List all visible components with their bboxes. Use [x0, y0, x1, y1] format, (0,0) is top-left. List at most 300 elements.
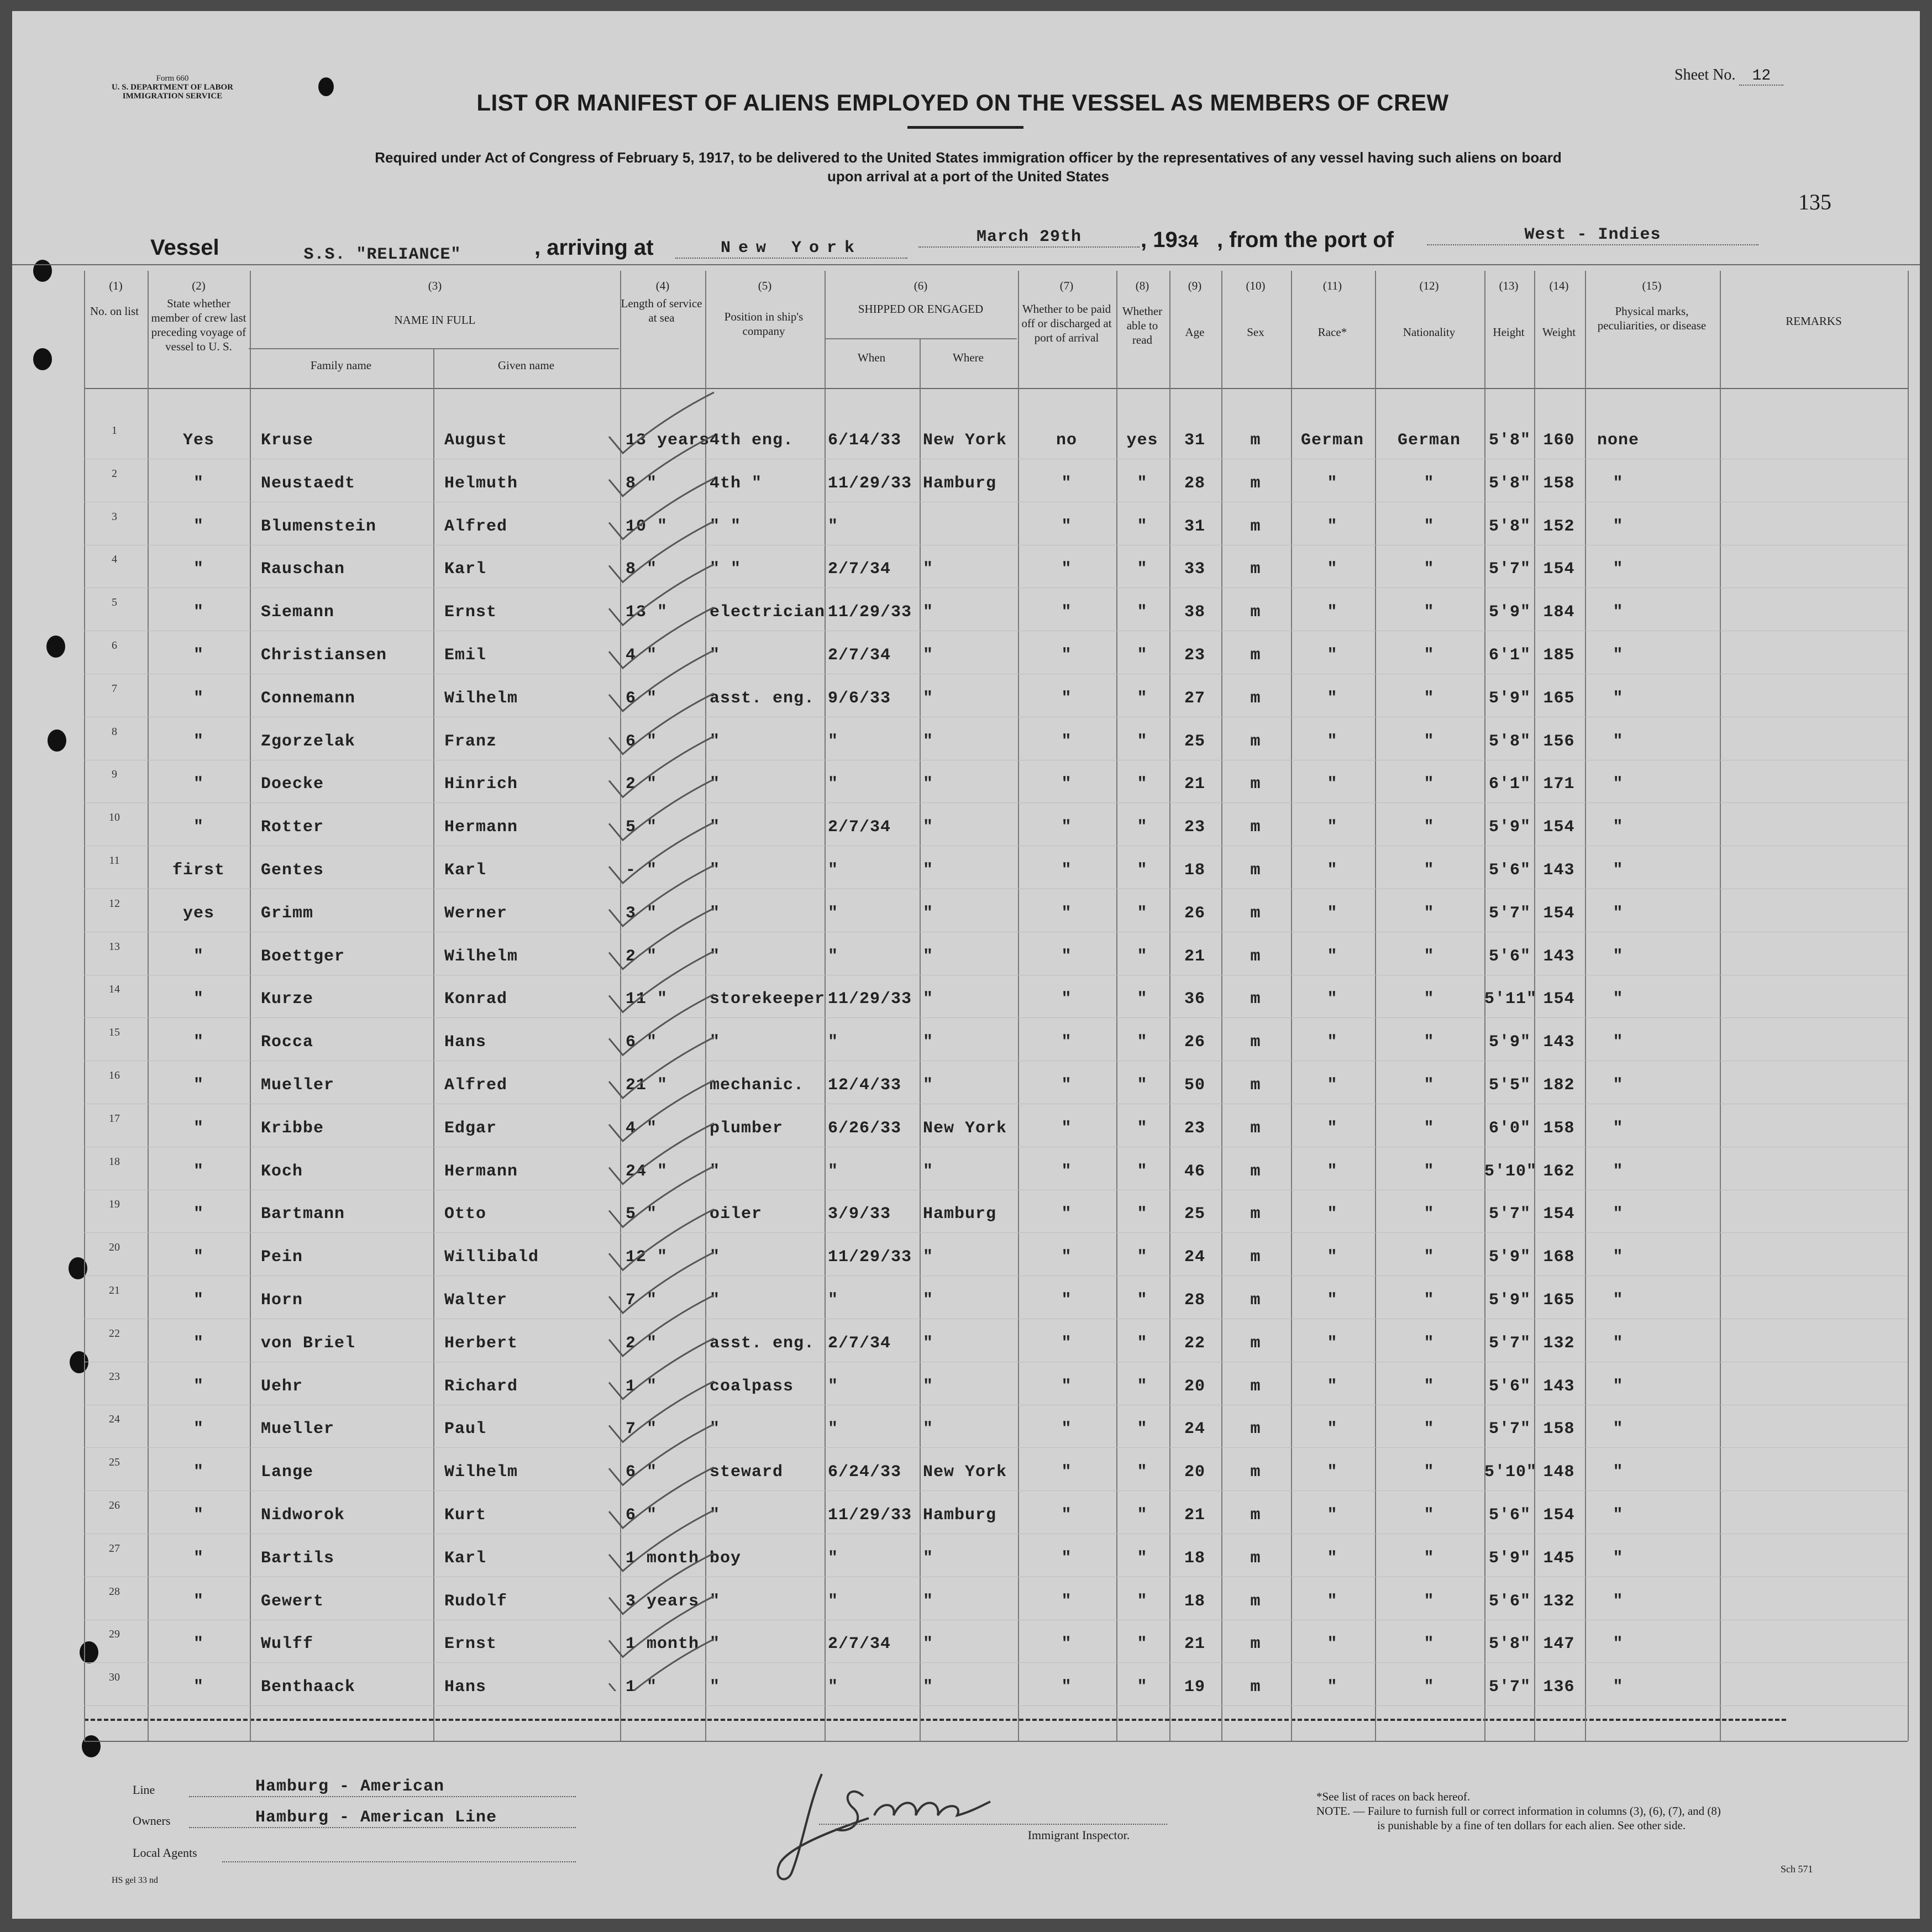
punch-hole — [48, 729, 66, 752]
arrival-year: , 1934 — [1141, 228, 1199, 253]
cell-race: " — [1327, 1377, 1338, 1396]
cell-where: Hamburg — [923, 1205, 997, 1224]
cell-read: " — [1137, 732, 1148, 751]
cell-crew: " — [193, 1291, 204, 1310]
cell-nat: " — [1424, 1076, 1435, 1095]
header-crew-state: State whether member of crew last preceding voyage of vessel to U. S. — [151, 297, 246, 353]
header-bottom-border — [84, 388, 1908, 389]
cell-length: 4 " — [626, 1119, 658, 1138]
cell-marks: " — [1613, 732, 1624, 751]
cell-when: 2/7/34 — [828, 646, 891, 665]
cell-age: 25 — [1184, 732, 1205, 751]
cell-race: " — [1327, 1549, 1338, 1568]
cell-race: " — [1327, 1463, 1338, 1482]
cell-nat: " — [1424, 1119, 1435, 1138]
cell-length: 8 " — [626, 560, 658, 579]
cell-when: 2/7/34 — [828, 818, 891, 837]
cell-family: Bartmann — [261, 1205, 345, 1224]
cell-height: 6'1" — [1488, 646, 1531, 665]
cell-no: 15 — [109, 1026, 120, 1038]
cell-position: storekeeper — [710, 990, 826, 1009]
header-given-name: Given name — [497, 359, 555, 372]
cell-marks: " — [1613, 904, 1624, 923]
cell-height: 5'9" — [1488, 818, 1531, 837]
table-bottom-border — [84, 1741, 1908, 1742]
column-divider — [84, 271, 85, 1741]
cell-sex: m — [1250, 1377, 1261, 1396]
cell-weight: 158 — [1543, 474, 1575, 493]
cell-sex: m — [1250, 1291, 1261, 1310]
cell-crew: " — [193, 1420, 204, 1439]
cell-height: 5'6" — [1488, 1506, 1531, 1525]
cell-nat: " — [1424, 1506, 1435, 1525]
cell-nat: " — [1424, 775, 1435, 794]
cell-nat: " — [1424, 1291, 1435, 1310]
cell-sex: m — [1250, 947, 1261, 966]
header-physical-marks: Physical marks, peculiarities, or disease — [1597, 305, 1707, 332]
from-port-label: , from the port of — [1217, 228, 1394, 252]
cell-when: " — [828, 1162, 839, 1181]
cell-paid: " — [1061, 732, 1072, 751]
cell-marks: " — [1613, 990, 1624, 1009]
cell-height: 5'7" — [1488, 1678, 1531, 1697]
row-rule — [84, 1275, 1908, 1276]
cell-given: Wilhelm — [444, 947, 518, 966]
cell-height: 5'8" — [1488, 474, 1531, 493]
cell-paid: " — [1061, 1334, 1072, 1353]
cell-race: " — [1327, 904, 1338, 923]
cell-race: " — [1327, 861, 1338, 880]
cell-position: " — [710, 818, 721, 837]
cell-given: Franz — [444, 732, 497, 751]
header-paid-off: Whether to be paid off or discharged at port of arrival — [1021, 302, 1112, 344]
cell-race: " — [1327, 1506, 1338, 1525]
cell-no: 5 — [112, 596, 117, 608]
cell-given: Karl — [444, 1549, 487, 1568]
cell-race: " — [1327, 1162, 1338, 1181]
vessel-label: Vessel — [150, 235, 219, 260]
cell-family: Kribbe — [261, 1119, 324, 1138]
cell-weight: 171 — [1543, 775, 1575, 794]
cell-race: " — [1327, 1420, 1338, 1439]
cell-where: " — [923, 1334, 934, 1353]
cell-weight: 154 — [1543, 1205, 1575, 1224]
cell-position: asst. eng. — [710, 689, 815, 708]
cell-read: " — [1137, 947, 1148, 966]
cell-read: " — [1137, 1377, 1148, 1396]
cell-race: " — [1327, 689, 1338, 708]
column-number: (9) — [1188, 279, 1202, 292]
header-age: Age — [1185, 326, 1205, 339]
column-number: (11) — [1322, 279, 1342, 292]
cell-age: 36 — [1184, 990, 1205, 1009]
sheet-number: 12 — [1739, 67, 1783, 86]
cell-when: " — [828, 1592, 839, 1611]
cell-when: 11/29/33 — [828, 474, 912, 493]
cell-position: asst. eng. — [710, 1334, 815, 1353]
cell-where: " — [923, 1678, 934, 1697]
cell-length: 2 " — [626, 775, 658, 794]
cell-read: " — [1137, 818, 1148, 837]
cell-length: 12 " — [626, 1248, 668, 1267]
cell-read: " — [1137, 560, 1148, 579]
cell-when: 9/6/33 — [828, 689, 891, 708]
cell-sex: m — [1250, 517, 1261, 536]
header-race: Race* — [1317, 326, 1347, 339]
cell-read: " — [1137, 603, 1148, 622]
cell-race: " — [1327, 1678, 1338, 1697]
cell-no: 23 — [109, 1371, 120, 1383]
cell-given: Paul — [444, 1420, 487, 1439]
cell-weight: 154 — [1543, 1506, 1575, 1525]
cell-nat: " — [1424, 603, 1435, 622]
header-family-name: Family name — [310, 359, 372, 372]
cell-nat: " — [1424, 1549, 1435, 1568]
cell-weight: 154 — [1543, 904, 1575, 923]
cell-nat: " — [1424, 1033, 1435, 1052]
cell-weight: 165 — [1543, 1291, 1575, 1310]
cell-race: " — [1327, 1033, 1338, 1052]
cell-no: 20 — [109, 1241, 120, 1253]
cell-when: 2/7/34 — [828, 1334, 891, 1353]
cell-sex: m — [1250, 646, 1261, 665]
cell-given: August — [444, 431, 508, 450]
cell-paid: " — [1061, 560, 1072, 579]
cell-crew: " — [193, 990, 204, 1009]
cell-nat: " — [1424, 1635, 1435, 1653]
cell-race: " — [1327, 775, 1338, 794]
cell-crew: " — [193, 1592, 204, 1611]
cell-crew: " — [193, 1248, 204, 1267]
cell-paid: " — [1061, 1033, 1072, 1052]
cell-position: boy — [710, 1549, 742, 1568]
header-where: Where — [953, 351, 984, 364]
cell-age: 18 — [1184, 1549, 1205, 1568]
page-subtitle: Required under Act of Congress of February 5, 1917, to be delivered to the United States immigration officer by the representatives of any vessel having such aliens on board upon arrival at a port of the United States — [375, 149, 1562, 185]
cell-paid: " — [1061, 1549, 1072, 1568]
cell-no: 11 — [109, 854, 120, 867]
cell-no: 14 — [109, 983, 120, 995]
cell-given: Edgar — [444, 1119, 497, 1138]
cell-weight: 154 — [1543, 818, 1575, 837]
pencil-check-marks — [598, 365, 797, 1691]
cell-sex: m — [1250, 861, 1261, 880]
cell-length: 6 " — [626, 689, 658, 708]
cell-age: 27 — [1184, 689, 1205, 708]
header-weight: Weight — [1542, 326, 1576, 339]
cell-height: 6'0" — [1488, 1119, 1531, 1138]
cell-when: " — [828, 861, 839, 880]
cell-age: 21 — [1184, 947, 1205, 966]
cell-given: Ernst — [444, 1635, 497, 1653]
cell-age: 31 — [1184, 431, 1205, 450]
cell-sex: m — [1250, 1549, 1261, 1568]
cell-family: Christiansen — [261, 646, 387, 665]
cell-length: - " — [626, 861, 658, 880]
cell-given: Willibald — [444, 1248, 539, 1267]
cell-length: 5 " — [626, 1205, 658, 1224]
cell-age: 33 — [1184, 560, 1205, 579]
cell-family: Wulff — [261, 1635, 314, 1653]
cell-when: " — [828, 1033, 839, 1052]
cell-when: 6/26/33 — [828, 1119, 902, 1138]
cell-family: Horn — [261, 1291, 303, 1310]
column-number: (15) — [1642, 279, 1662, 292]
cell-when: 11/29/33 — [828, 603, 912, 622]
cell-height: 5'9" — [1488, 689, 1531, 708]
cell-given: Karl — [444, 560, 487, 579]
cell-given: Hinrich — [444, 775, 518, 794]
cell-crew: " — [193, 1076, 204, 1095]
cell-height: 5'6" — [1488, 1377, 1531, 1396]
cell-nat: " — [1424, 517, 1435, 536]
cell-height: 5'9" — [1488, 1248, 1531, 1267]
cell-family: Neustaedt — [261, 474, 356, 493]
cell-family: Koch — [261, 1162, 303, 1181]
cell-crew: " — [193, 1463, 204, 1482]
cell-read: " — [1137, 689, 1148, 708]
cell-sex: m — [1250, 732, 1261, 751]
column-number: (3) — [428, 279, 442, 292]
cell-weight: 162 — [1543, 1162, 1575, 1181]
cell-race: " — [1327, 1592, 1338, 1611]
cell-where: " — [923, 732, 934, 751]
line-value: Hamburg - American — [189, 1777, 576, 1797]
cell-when: 11/29/33 — [828, 1506, 912, 1525]
cell-position: " — [710, 775, 721, 794]
cell-crew: " — [193, 1119, 204, 1138]
cell-marks: " — [1613, 1420, 1624, 1439]
cell-weight: 143 — [1543, 1033, 1575, 1052]
cell-length: 6 " — [626, 1506, 658, 1525]
cell-crew: " — [193, 474, 204, 493]
cell-paid: " — [1061, 1248, 1072, 1267]
cell-height: 5'8" — [1488, 732, 1531, 751]
cell-when: " — [828, 1291, 839, 1310]
cell-sex: m — [1250, 1678, 1261, 1697]
cell-length: 3 " — [626, 904, 658, 923]
cell-race: " — [1327, 646, 1338, 665]
cell-age: 50 — [1184, 1076, 1205, 1095]
cell-paid: " — [1061, 689, 1072, 708]
cell-read: " — [1137, 474, 1148, 493]
row-rule — [84, 1232, 1908, 1233]
column-divider — [250, 271, 251, 1741]
column-number: (8) — [1135, 279, 1149, 292]
cell-nat: " — [1424, 1420, 1435, 1439]
cell-when: 11/29/33 — [828, 1248, 912, 1267]
column-divider — [1720, 271, 1721, 1741]
cell-no: 6 — [112, 639, 117, 652]
header-able-read: Whether able to read — [1122, 305, 1163, 347]
cell-age: 18 — [1184, 861, 1205, 880]
cell-weight: 158 — [1543, 1420, 1575, 1439]
cell-when: 6/24/33 — [828, 1463, 902, 1482]
cell-no: 25 — [109, 1456, 120, 1468]
form-number: Form 660 — [156, 74, 189, 83]
cell-length: 6 " — [626, 732, 658, 751]
cell-no: 19 — [109, 1198, 120, 1210]
cell-crew: " — [193, 517, 204, 536]
cell-sex: m — [1250, 818, 1261, 837]
cell-marks: " — [1613, 1635, 1624, 1653]
cell-given: Herbert — [444, 1334, 518, 1353]
cell-position: electrician — [710, 603, 826, 622]
header-position: Position in ship's company — [724, 310, 804, 338]
cell-race: " — [1327, 560, 1338, 579]
cell-where: " — [923, 1248, 934, 1267]
cell-height: 5'6" — [1488, 947, 1531, 966]
cell-nat: " — [1424, 1162, 1435, 1181]
cell-paid: " — [1061, 1076, 1072, 1095]
cell-where: " — [923, 603, 934, 622]
cell-position: mechanic. — [710, 1076, 805, 1095]
cell-marks: " — [1613, 1076, 1624, 1095]
cell-race: " — [1327, 474, 1338, 493]
cell-family: Lange — [261, 1463, 314, 1482]
cell-length: 10 " — [626, 517, 668, 536]
cell-weight: 143 — [1543, 947, 1575, 966]
cell-sex: m — [1250, 1248, 1261, 1267]
cell-crew: " — [193, 1033, 204, 1052]
column-number: (5) — [758, 279, 772, 292]
cell-length: 4 " — [626, 646, 658, 665]
schedule-code: Sch 571 — [1781, 1863, 1813, 1875]
page-number-stamp: 135 — [1798, 190, 1831, 214]
cell-crew: " — [193, 560, 204, 579]
cell-length: 6 " — [626, 1033, 658, 1052]
cell-marks: none — [1597, 431, 1639, 450]
form-notes: *See list of races on back hereof. NOTE. — Failure to furnish full or correct information in columns (3), (6), (7), and (8) is punishable by a fine of ten dollars for each alien. See other side. — [1316, 1790, 1721, 1832]
row-rule — [84, 1017, 1908, 1018]
cell-sex: m — [1250, 1334, 1261, 1353]
cell-where: " — [923, 1291, 934, 1310]
cell-length: 11 " — [626, 990, 668, 1009]
cell-age: 25 — [1184, 1205, 1205, 1224]
cell-read: " — [1137, 861, 1148, 880]
cell-position: " — [710, 1033, 721, 1052]
row-rule — [84, 1705, 1908, 1706]
cell-no: 12 — [109, 897, 120, 910]
cell-paid: " — [1061, 1377, 1072, 1396]
cell-sex: m — [1250, 904, 1261, 923]
cell-weight: 182 — [1543, 1076, 1575, 1095]
cell-family: Connemann — [261, 689, 356, 708]
cell-weight: 132 — [1543, 1592, 1575, 1611]
cell-race: German — [1300, 431, 1364, 450]
cell-marks: " — [1613, 603, 1624, 622]
cell-family: Rocca — [261, 1033, 314, 1052]
cell-sex: m — [1250, 431, 1261, 450]
cell-age: 31 — [1184, 517, 1205, 536]
cell-paid: no — [1056, 431, 1077, 450]
cell-crew: " — [193, 947, 204, 966]
cell-where: " — [923, 1033, 934, 1052]
page-title: LIST OR MANIFEST OF ALIENS EMPLOYED ON THE VESSEL AS MEMBERS OF CREW — [476, 90, 1449, 116]
cell-read: " — [1137, 1205, 1148, 1224]
cell-where: " — [923, 1162, 934, 1181]
cell-given: Alfred — [444, 1076, 508, 1095]
cell-read: " — [1137, 517, 1148, 536]
cell-family: Uehr — [261, 1377, 303, 1396]
cell-where: " — [923, 1635, 934, 1653]
local-agents-label: Local Agents — [133, 1846, 197, 1860]
owners-label: Owners — [133, 1814, 171, 1828]
cell-age: 21 — [1184, 1635, 1205, 1653]
cell-marks: " — [1613, 1119, 1624, 1138]
cell-marks: " — [1613, 1033, 1624, 1052]
cell-position: 4th " — [710, 474, 763, 493]
cell-paid: " — [1061, 646, 1072, 665]
cell-no: 30 — [109, 1671, 120, 1683]
cell-position: " — [710, 904, 721, 923]
cell-when: " — [828, 1420, 839, 1439]
cell-position: " — [710, 861, 721, 880]
cell-nat: " — [1424, 947, 1435, 966]
cell-no: 28 — [109, 1586, 120, 1598]
cell-family: Bartils — [261, 1549, 335, 1568]
cell-no: 4 — [112, 553, 117, 565]
cell-when: " — [828, 1678, 839, 1697]
cell-weight: 145 — [1543, 1549, 1575, 1568]
cell-paid: " — [1061, 1678, 1072, 1697]
cell-when: " — [828, 1549, 839, 1568]
cell-family: Kruse — [261, 431, 314, 450]
cell-where: " — [923, 646, 934, 665]
cell-crew: " — [193, 1506, 204, 1525]
cell-read: " — [1137, 1420, 1148, 1439]
cell-race: " — [1327, 818, 1338, 837]
cell-sex: m — [1250, 1119, 1261, 1138]
cell-length: 1 " — [626, 1678, 658, 1697]
cell-crew: " — [193, 1549, 204, 1568]
cell-crew: " — [193, 1678, 204, 1697]
cell-sex: m — [1250, 775, 1261, 794]
cell-marks: " — [1613, 1334, 1624, 1353]
cell-where: " — [923, 1377, 934, 1396]
cell-family: Pein — [261, 1248, 303, 1267]
cell-where: " — [923, 560, 934, 579]
cell-race: " — [1327, 1119, 1338, 1138]
cell-race: " — [1327, 732, 1338, 751]
cell-sex: m — [1250, 1463, 1261, 1482]
cell-race: " — [1327, 1334, 1338, 1353]
cell-race: " — [1327, 603, 1338, 622]
owners-value: Hamburg - American Line — [189, 1808, 576, 1828]
cell-weight: 132 — [1543, 1334, 1575, 1353]
check-mark — [609, 1639, 714, 1691]
cell-where: " — [923, 818, 934, 837]
cell-race: " — [1327, 1205, 1338, 1224]
cell-family: Benthaack — [261, 1678, 356, 1697]
cell-read: " — [1137, 1119, 1148, 1138]
cell-height: 5'7" — [1488, 904, 1531, 923]
cell-age: 28 — [1184, 474, 1205, 493]
cell-given: Rudolf — [444, 1592, 508, 1611]
cell-nat: " — [1424, 689, 1435, 708]
cell-no: 21 — [109, 1284, 120, 1296]
arrival-date: March 29th — [918, 228, 1140, 248]
cell-given: Hermann — [444, 1162, 518, 1181]
cell-when: 2/7/34 — [828, 560, 891, 579]
arrival-port: New York — [675, 239, 907, 259]
cell-sex: m — [1250, 1162, 1261, 1181]
cell-nat: " — [1424, 1592, 1435, 1611]
row-rule — [84, 1490, 1908, 1491]
cell-paid: " — [1061, 990, 1072, 1009]
cell-weight: 184 — [1543, 603, 1575, 622]
cell-sex: m — [1250, 560, 1261, 579]
